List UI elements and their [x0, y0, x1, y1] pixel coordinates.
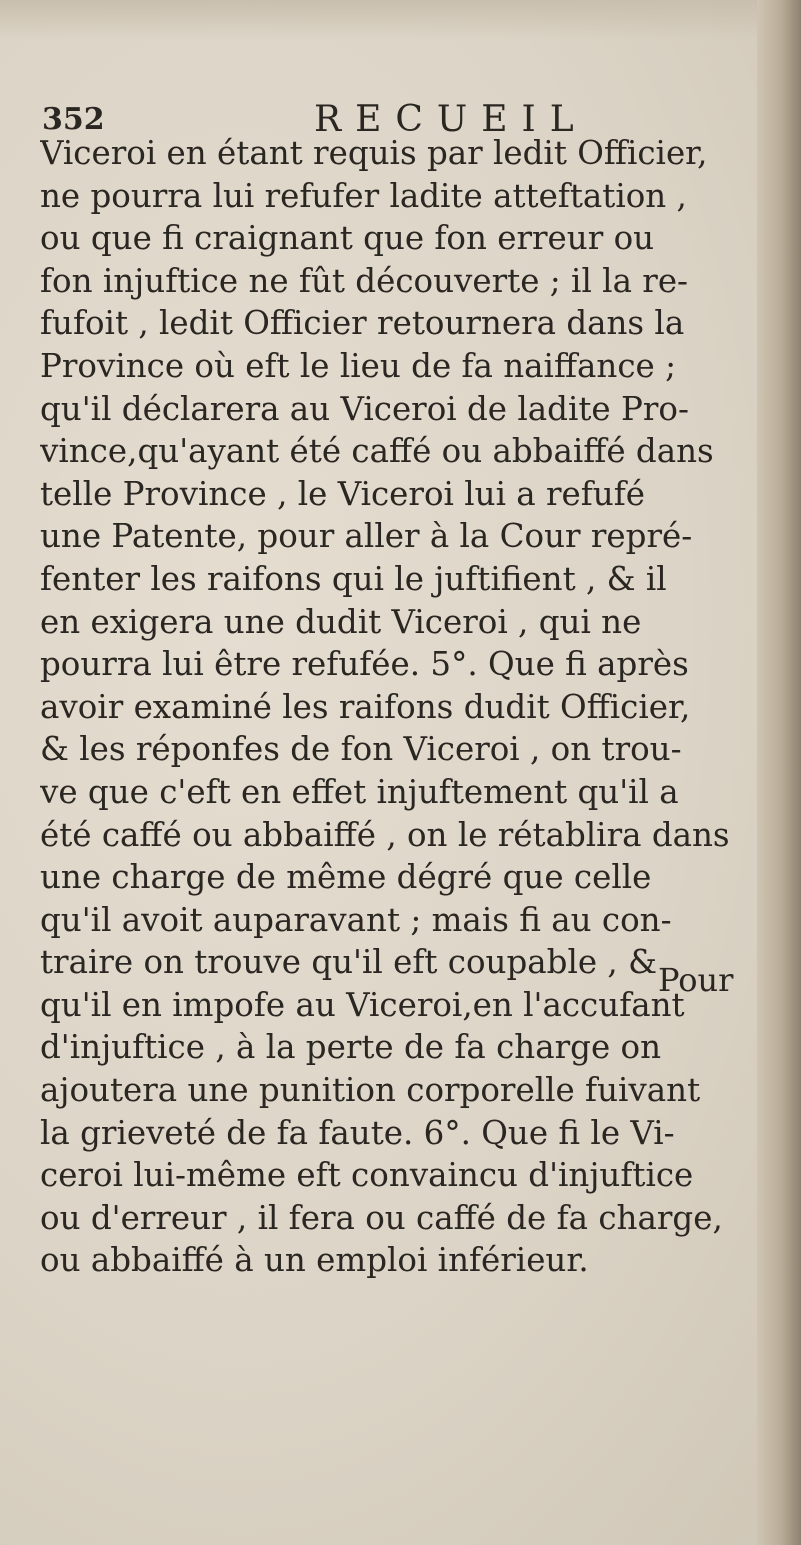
running-head: RECUEIL	[314, 99, 588, 140]
text-line: été caffé ou abbaiffé , on le rétablira dans	[40, 815, 730, 854]
text-line: telle Province , le Viceroi lui a refufé	[40, 474, 645, 513]
text-line: ne pourra lui refufer ladite atteftation ,	[40, 176, 687, 215]
text-line: ou que fi craignant que fon erreur ou	[40, 219, 655, 258]
text-line: ajoutera une punition corporelle fuivant	[40, 1071, 701, 1110]
text-line: fufoit , ledit Officier retournera dans la	[40, 304, 685, 343]
text-line: qu'il en impofe au Viceroi,en l'accufant	[40, 985, 685, 1024]
text-line: d'injuftice , à la perte de fa charge on	[40, 1028, 662, 1067]
text-line: avoir examiné les raifons dudit Officier,	[40, 687, 691, 726]
text-line: la grieveté de fa faute. 6°. Que fi le Vi-	[40, 1113, 675, 1152]
text-line: pourra lui être refufée. 5°. Que fi après	[40, 645, 689, 684]
text-line: qu'il déclarera au Viceroi de ladite Pro-	[40, 389, 689, 428]
text-line: en exigera une dudit Viceroi , qui ne	[40, 602, 642, 641]
body-text	[40, 132, 775, 1282]
text-line: vince,qu'ayant été caffé ou abbaiffé dans	[40, 432, 714, 471]
text-line: & les réponfes de fon Viceroi , on trou-	[40, 730, 682, 769]
text-line: traire on trouve qu'il eft coupable , &	[40, 943, 657, 982]
text-line: Viceroi en étant requis par ledit Officier,	[40, 134, 708, 172]
page-top-shadow	[0, 0, 801, 40]
text-line: ou d'erreur , il fera ou caffé de fa charge,	[40, 1198, 723, 1237]
text-line: ceroi lui-même eft convaincu d'injuftice	[40, 1156, 694, 1195]
text-line: fon injuftice ne fût découverte ; il la re-	[40, 261, 689, 300]
text-line: ou abbaiffé à un emploi inférieur.	[40, 1241, 589, 1280]
text-line: ve que c'eft en effet injuftement qu'il a	[40, 772, 679, 811]
text-line: une charge de même dégré que celle	[40, 858, 652, 897]
page-number: 352	[42, 102, 105, 137]
text-line: fenter les raifons qui le juftifient , & il	[40, 559, 667, 598]
text-line: Province où eft le lieu de fa naiffance ;	[40, 346, 677, 385]
catchword: Pour	[658, 961, 734, 999]
text-line: qu'il avoit auparavant ; mais fi au con-	[40, 900, 672, 939]
text-line: une Patente, pour aller à la Cour repré-	[40, 517, 693, 556]
